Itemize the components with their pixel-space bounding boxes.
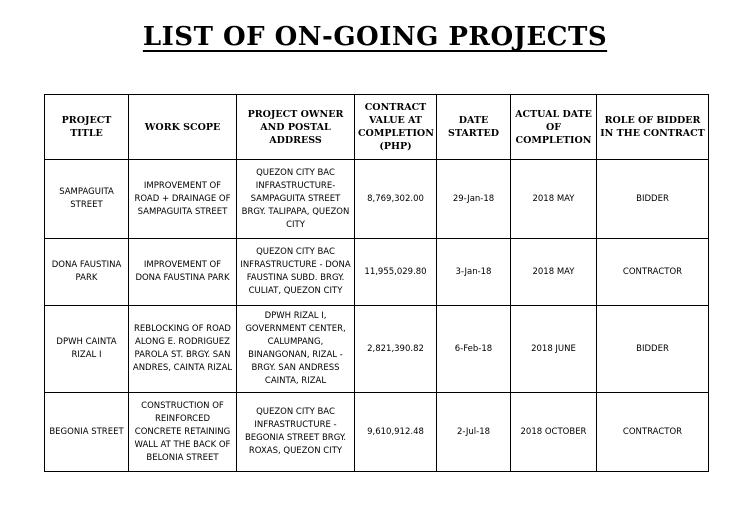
projects-table — [44, 94, 709, 472]
cell-date-started: 3-Jan-18 — [437, 239, 511, 306]
cell-work-scope: CONSTRUCTION OF REINFORCED CONCRETE RETAINING WALL AT THE BACK OF BELONIA STREET — [129, 393, 237, 472]
cell-actual-completion: 2018 OCTOBER — [511, 393, 597, 472]
table-row — [45, 160, 709, 239]
cell-project-owner: QUEZON CITY BAC INFRASTRUCTURE- SAMPAGUITA STREET BRGY. TALIPAPA, QUEZON CITY — [237, 160, 355, 239]
cell-bidder-role: CONTRACTOR — [597, 393, 709, 472]
cell-project-title: BEGONIA STREET — [45, 393, 129, 472]
cell-contract-value: 11,955,029.80 — [355, 239, 437, 306]
cell-bidder-role: BIDDER — [597, 306, 709, 393]
cell-work-scope: IMPROVEMENT OF DONA FAUSTINA PARK — [129, 239, 237, 306]
cell-project-owner: DPWH RIZAL I, GOVERNMENT CENTER, CALUMPANG, BINANGONAN, RIZAL - BRGY. SAN ANDRESS CAINTA, RIZAL — [237, 306, 355, 393]
header-project-owner: PROJECT OWNER AND POSTAL ADDRESS — [237, 95, 355, 160]
header-work-scope: WORK SCOPE — [129, 95, 237, 160]
cell-actual-completion: 2018 JUNE — [511, 306, 597, 393]
cell-bidder-role: CONTRACTOR — [597, 239, 709, 306]
cell-contract-value: 2,821,390.82 — [355, 306, 437, 393]
cell-actual-completion: 2018 MAY — [511, 239, 597, 306]
cell-work-scope: IMPROVEMENT OF ROAD + DRAINAGE OF SAMPAGUITA STREET — [129, 160, 237, 239]
header-date-started: DATE STARTED — [437, 95, 511, 160]
page-title — [0, 22, 750, 52]
cell-project-title: DONA FAUSTINA PARK — [45, 239, 129, 306]
page-title-text: LIST OF ON-GOING PROJECTS — [142, 22, 608, 52]
cell-project-title: SAMPAGUITA STREET — [45, 160, 129, 239]
cell-date-started: 2-Jul-18 — [437, 393, 511, 472]
cell-actual-completion: 2018 MAY — [511, 160, 597, 239]
header-contract-value: CONTRACT VALUE AT COMPLETION (PHP) — [355, 95, 437, 160]
cell-bidder-role: BIDDER — [597, 160, 709, 239]
header-actual-completion: ACTUAL DATE OF COMPLETION — [511, 95, 597, 160]
table-row — [45, 393, 709, 472]
cell-date-started: 29-Jan-18 — [437, 160, 511, 239]
table-header-row — [45, 95, 709, 160]
table-row — [45, 239, 709, 306]
table-row — [45, 306, 709, 393]
cell-work-scope: REBLOCKING OF ROAD ALONG E. RODRIGUEZ PAROLA ST. BRGY. SAN ANDRES, CAINTA RIZAL — [129, 306, 237, 393]
cell-date-started: 6-Feb-18 — [437, 306, 511, 393]
cell-project-title: DPWH CAINTA RIZAL I — [45, 306, 129, 393]
cell-project-owner: QUEZON CITY BAC INFRASTRUCTURE - BEGONIA STREET BRGY. ROXAS, QUEZON CITY — [237, 393, 355, 472]
header-project-title: PROJECT TITLE — [45, 95, 129, 160]
cell-contract-value: 9,610,912.48 — [355, 393, 437, 472]
cell-project-owner: QUEZON CITY BAC INFRASTRUCTURE - DONA FAUSTINA SUBD. BRGY. CULIAT, QUEZON CITY — [237, 239, 355, 306]
cell-contract-value: 8,769,302.00 — [355, 160, 437, 239]
header-bidder-role: ROLE OF BIDDER IN THE CONTRACT — [597, 95, 709, 160]
